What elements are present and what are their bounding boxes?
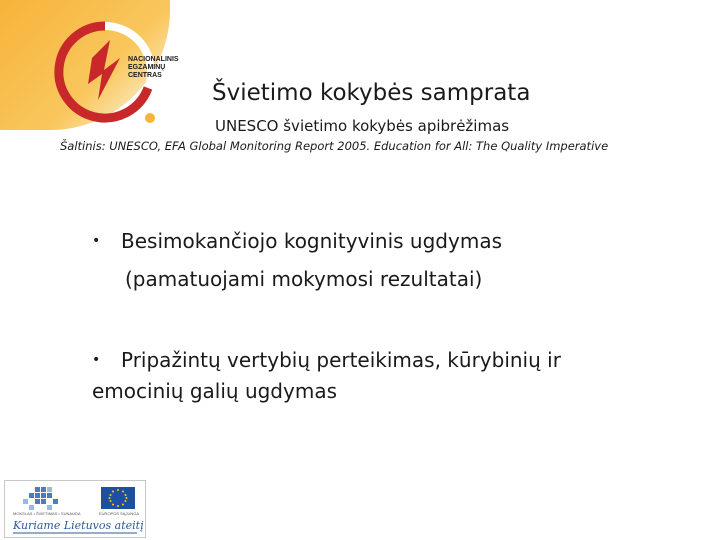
source-citation: Šaltinis: UNESCO, EFA Global Monitoring Report 2005. Education for All: The Quality Imperative <box>60 139 609 153</box>
logo-line-1: NACIONALINIS <box>128 56 179 63</box>
bullet-2-line-1: Pripažintų vertybių perteikimas, kūrybinių ir <box>121 348 561 372</box>
logo-line-3: CENTRAS <box>128 72 162 79</box>
nec-logo <box>0 0 200 135</box>
bullet-marker: • <box>92 352 101 368</box>
footer-logo-slogan: Kuriame Lietuvos ateitį <box>13 519 144 532</box>
nec-logo-text <box>128 56 179 80</box>
logo-line-2: EGZAMINŲ <box>128 64 166 71</box>
bullet-1-line-1: Besimokančiojo kognityvinis ugdymas <box>121 229 502 253</box>
footer-logo-small-left: MOKSLAS • ŠVIETIMAS • SUNAUDA <box>13 511 81 516</box>
bullet-marker: • <box>92 233 101 249</box>
footer-logo-small-right: EUROPOS SĄJUNGA <box>99 511 140 516</box>
footer-funding-logo <box>4 480 146 538</box>
slide-title: Švietimo kokybės samprata <box>212 80 531 106</box>
bullet-2-line-2: emocinių galių ugdymas <box>92 379 337 403</box>
slide-subtitle: UNESCO švietimo kokybės apibrėžimas <box>215 117 510 135</box>
bullet-1-line-2: (pamatuojami mokymosi rezultatai) <box>125 267 483 291</box>
